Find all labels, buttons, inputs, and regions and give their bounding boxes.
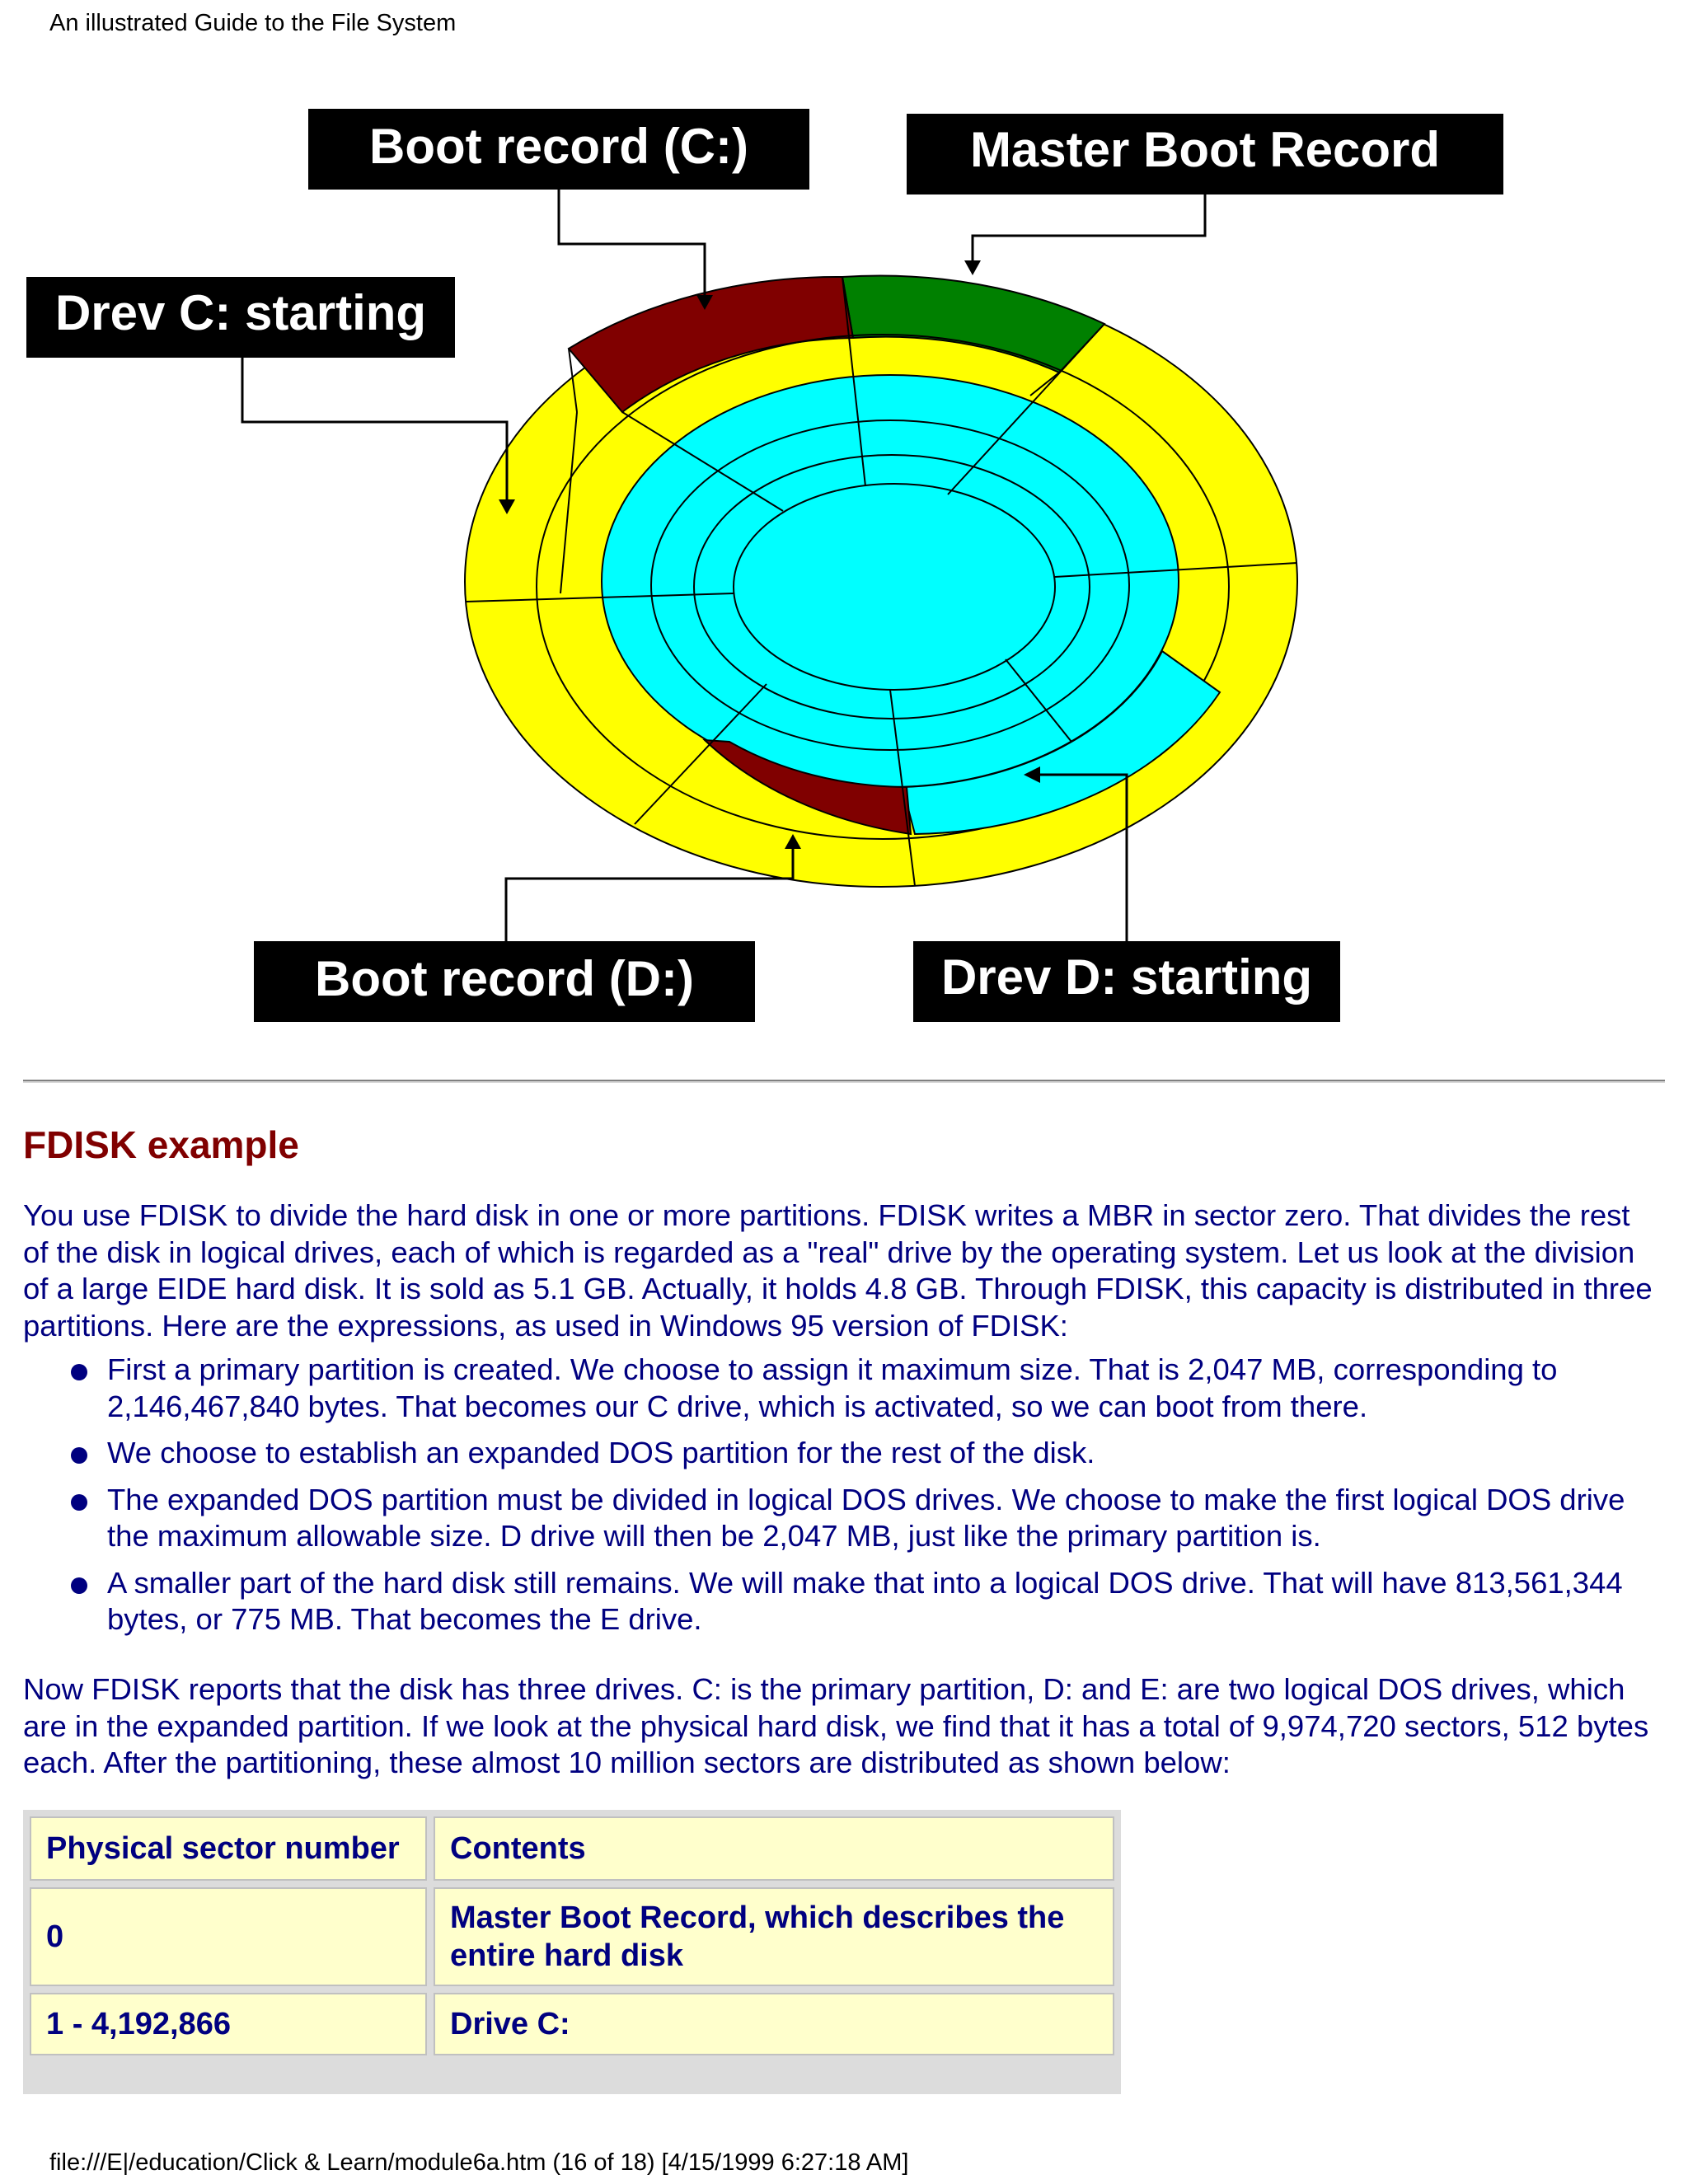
label-drive-c-start: Drev C: starting xyxy=(54,285,427,340)
table-row xyxy=(30,1993,1121,2062)
section-title: FDISK example xyxy=(23,1123,299,1166)
page-footer-url: file:///E|/education/Click & Learn/module6a.htm (16 of 18) [4/15/1999 6:27:18 AM] xyxy=(49,2149,909,2176)
sector-table xyxy=(23,1810,1121,2094)
table-row xyxy=(30,1887,1121,1993)
bullet-icon xyxy=(71,1364,87,1380)
label-boot-record-c: Boot record (C:) xyxy=(369,119,748,174)
list-item: First a primary partition is created. We choose to assign it maximum size. That is 2,047 MB, corresponding to 2,146,467,840 bytes. That becomes our C drive, which is activated, so we can boot from there. xyxy=(107,1352,1665,1425)
page-header-title: An illustrated Guide to the File System xyxy=(49,10,457,36)
label-boot-record-d: Boot record (D:) xyxy=(315,951,694,1006)
bullet-icon xyxy=(71,1494,87,1511)
table-cell: Master Boot Record, which describes the entire hard disk xyxy=(434,1887,1114,1986)
list-item: We choose to establish an expanded DOS partition for the rest of the disk. xyxy=(107,1435,1665,1472)
outro-paragraph: Now FDISK reports that the disk has three drives. C: is the primary partition, D: and E: are two logical DOS drives, which are in the expanded partition. If we look at the physical hard disk, we find that it has a total of 9,974,720 sectors, 512 bytes each. After the partitioning, these almost 10 million sectors are distributed as shown below: xyxy=(23,1672,1649,1779)
table-cell: 0 xyxy=(30,1887,427,1986)
table-cell: Drive C: xyxy=(434,1993,1114,2055)
horizontal-rule xyxy=(23,1080,1665,1083)
list-item: The expanded DOS partition must be divided in logical DOS drives. We choose to make the first logical DOS drive the maximum allowable size. D drive will then be 2,047 MB, just like the primary partition is. xyxy=(107,1482,1665,1555)
label-master-boot-record: Master Boot Record xyxy=(969,122,1441,177)
list-item: A smaller part of the hard disk still remains. We will make that into a logical DOS drive. That will have 813,561,344 bytes, or 775 MB. That becomes the E drive. xyxy=(107,1565,1665,1638)
intro-paragraph: You use FDISK to divide the hard disk in one or more partitions. FDISK writes a MBR in sector zero. That divides the rest of the disk in logical drives, each of which is regarded as a "real" drive by the operating system. Let us look at the division of a large EIDE hard disk. It is sold as 5.1 GB. Actually, it holds 4.8 GB. Through FDISK, this capacity is distributed in three partitions. Here are the expressions, as used in Windows 95 version of FDISK: xyxy=(23,1198,1653,1343)
bullet-icon xyxy=(71,1577,87,1594)
label-drive-d-start: Drev D: starting xyxy=(940,949,1313,1005)
table-cell: 1 - 4,192,866 xyxy=(30,1993,427,2055)
table-header-cell: Physical sector number xyxy=(30,1816,427,1881)
table-header-row xyxy=(30,1816,1121,1887)
bullet-icon xyxy=(71,1447,87,1464)
disk-partition-diagram xyxy=(0,0,1688,1038)
partition-steps-list xyxy=(107,1352,1665,1648)
table-header-cell: Contents xyxy=(434,1816,1114,1881)
